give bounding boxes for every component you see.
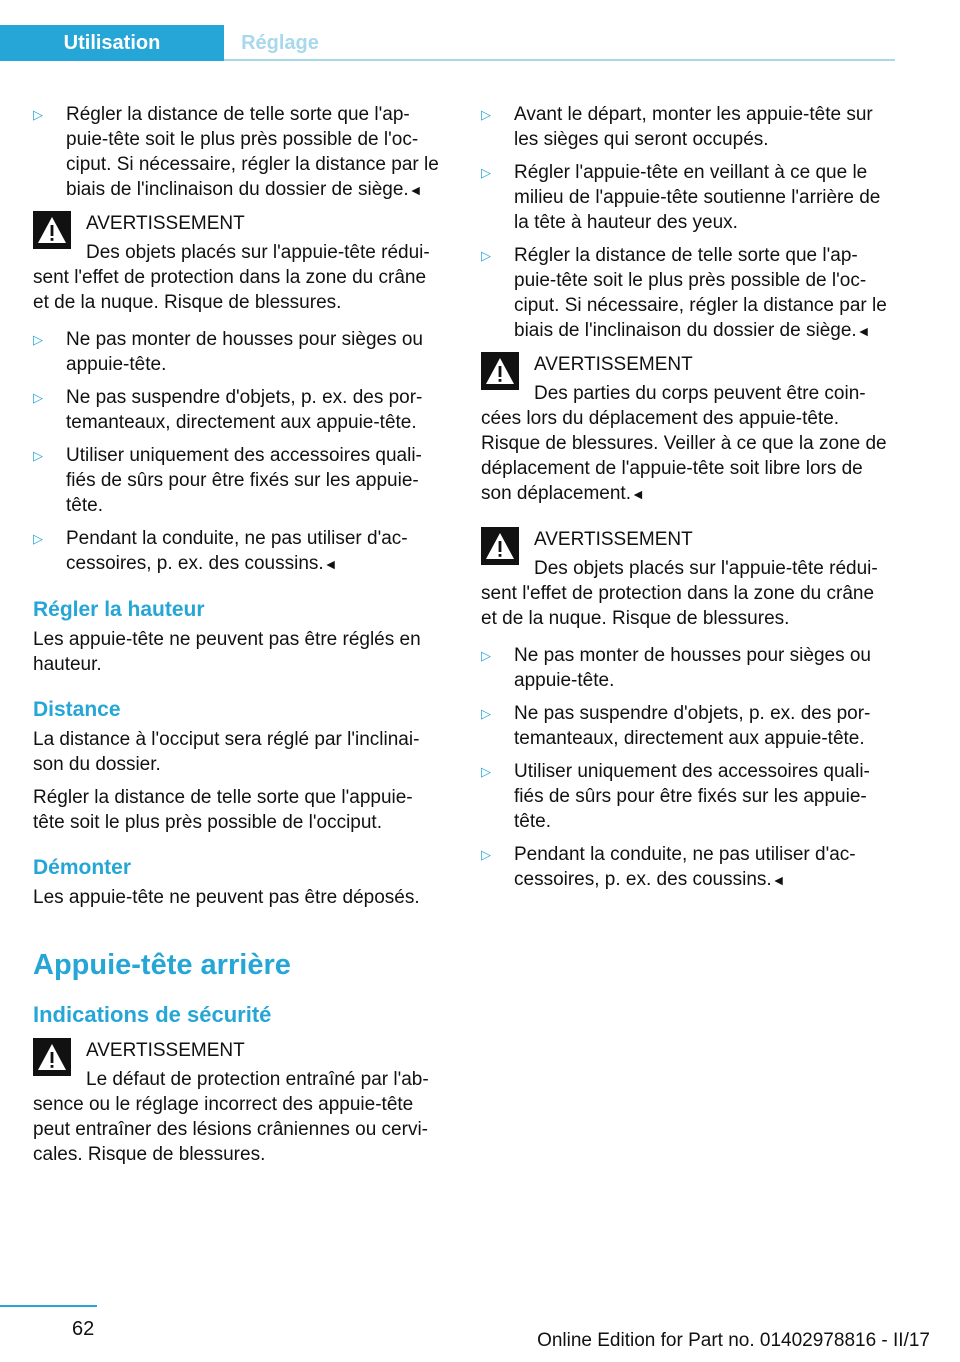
page-number: 62 — [72, 1318, 95, 1340]
list-item-text: Ne pas suspendre d'objets, p. ex. des por‐ temanteaux, directement aux appuie-tête. — [66, 387, 423, 433]
warning-triangle-icon — [33, 1038, 71, 1076]
list-item-text: Ne pas suspendre d'objets, p. ex. des por‐ temanteaux, directement aux appuie-tête. — [514, 703, 871, 749]
right-column — [481, 102, 895, 901]
list-item — [481, 160, 895, 235]
bullet-icon: ▷ — [481, 107, 491, 122]
heading-demonter: Démonter — [33, 856, 132, 879]
header-rule — [224, 59, 895, 61]
paragraph: Régler la distance de telle sorte que l'appuie- tête soit le plus près possible de l'occiput. — [33, 787, 413, 833]
bullet-icon: ▷ — [33, 107, 43, 122]
bullet-icon: ▷ — [481, 648, 491, 663]
warning-title: AVERTISSEMENT — [534, 529, 693, 550]
warning-triangle-icon — [481, 352, 519, 390]
heading-indications-securite: Indications de sécurité — [33, 1002, 272, 1027]
end-mark-icon: ◄ — [323, 556, 338, 572]
warning-title: AVERTISSEMENT — [534, 354, 693, 375]
list-item — [481, 102, 895, 152]
warning-block — [481, 527, 895, 631]
bullet-icon: ▷ — [33, 390, 43, 405]
list-item-text: Avant le départ, monter les appuie-tête sur les sièges qui seront occupés. — [514, 104, 873, 150]
warning-text: Des objets placés sur l'appuie-tête rédui‐ sent l'effet de protection dans la zone du crâne et de la nuque. Risque de blessures. — [33, 242, 430, 313]
left-column — [33, 102, 447, 1179]
list-item-text: Pendant la conduite, ne pas utiliser d'ac‐ cessoires, p. ex. des coussins. — [66, 528, 408, 574]
end-mark-icon: ◄ — [771, 872, 786, 888]
warning-title: AVERTISSEMENT — [86, 1040, 245, 1061]
end-mark-icon: ◄ — [631, 486, 645, 502]
paragraph: Les appuie-tête ne peuvent pas être réglés en hauteur. — [33, 629, 421, 675]
list-item — [481, 842, 895, 893]
warning-text: Le défaut de protection entraîné par l'ab‐ sence ou le réglage incorrect des appuie-tête peut entraîner des lésions crâniennes ou cervi‐ cales. Risque de blessures. — [33, 1069, 429, 1165]
heading-distance: Distance — [33, 698, 121, 721]
warning-block — [481, 352, 895, 507]
warning-triangle-icon — [33, 211, 71, 249]
list-item — [481, 701, 895, 751]
warning-triangle-icon — [481, 527, 519, 565]
tab-utilisation: Utilisation — [0, 25, 224, 61]
bullet-icon: ▷ — [33, 531, 43, 546]
tab-reglage: Réglage — [241, 31, 319, 54]
bullet-icon: ▷ — [481, 764, 491, 779]
list-item — [481, 759, 895, 834]
list-item-text: Utiliser uniquement des accessoires quali‐ fiés de sûrs pour être fixés sur les appuie- tête. — [514, 761, 870, 832]
end-mark-icon: ◄ — [856, 323, 871, 339]
warning-block — [33, 1038, 447, 1167]
bullet-icon: ▷ — [481, 706, 491, 721]
list-item-text: Pendant la conduite, ne pas utiliser d'ac‐ cessoires, p. ex. des coussins. — [514, 844, 856, 890]
edition-note: Online Edition for Part no. 01402978816 - II/17 — [537, 1330, 930, 1351]
end-mark-icon: ◄ — [408, 182, 423, 198]
list-item — [33, 385, 447, 435]
list-item — [481, 643, 895, 693]
heading-regler-hauteur: Régler la hauteur — [33, 598, 205, 621]
paragraph: La distance à l'occiput sera réglé par l'inclinai‐ son du dossier. — [33, 729, 420, 775]
bullet-icon: ▷ — [481, 165, 491, 180]
header-tabs — [0, 25, 336, 61]
bullet-icon: ▷ — [481, 847, 491, 862]
warning-title: AVERTISSEMENT — [86, 213, 245, 234]
warning-text: Des objets placés sur l'appuie-tête rédui‐ sent l'effet de protection dans la zone du crâne et de la nuque. Risque de blessures. — [481, 558, 878, 629]
bullet-icon: ▷ — [481, 248, 491, 263]
warning-block — [33, 211, 447, 315]
list-item-text: Régler l'appuie-tête en veillant à ce que le milieu de l'appuie-tête soutienne l'arrière de la tête à hauteur des yeux. — [514, 162, 881, 233]
warning-text: Des parties du corps peuvent être coin‐ cées lors du déplacement des appuie-tête. Risque de blessures. Veiller à ce que la zone de déplacement de l'appuie-tête soit libre lors de son déplacement. — [481, 383, 887, 504]
list-item-text: Ne pas monter de housses pour sièges ou appuie-tête. — [66, 329, 423, 375]
list-item — [481, 243, 895, 344]
bullet-icon: ▷ — [33, 332, 43, 347]
footer-rule — [0, 1305, 97, 1307]
bullet-icon: ▷ — [33, 448, 43, 463]
list-item — [33, 443, 447, 518]
paragraph: Les appuie-tête ne peuvent pas être déposés. — [33, 887, 420, 908]
list-item-text: Ne pas monter de housses pour sièges ou appuie-tête. — [514, 645, 871, 691]
warning-text-wrap — [481, 381, 895, 507]
list-item — [33, 102, 447, 203]
list-item-text: Régler la distance de telle sorte que l'ap‐ puie-tête soit le plus près possible de l'oc‐ ciput. Si nécessaire, régler la distance par le biais de l'inclinaison du dossier de siège. — [514, 245, 887, 341]
list-item-text: Utiliser uniquement des accessoires quali‐ fiés de sûrs pour être fixés sur les appuie- tête. — [66, 445, 422, 516]
list-item — [33, 526, 447, 577]
list-item-text: Régler la distance de telle sorte que l'ap‐ puie-tête soit le plus près possible de l'oc‐ ciput. Si nécessaire, régler la distance par le biais de l'inclinaison du dossier de siège. — [66, 104, 439, 200]
section-title-appuie-tete-arriere: Appuie-tête arrière — [33, 949, 291, 981]
list-item — [33, 327, 447, 377]
